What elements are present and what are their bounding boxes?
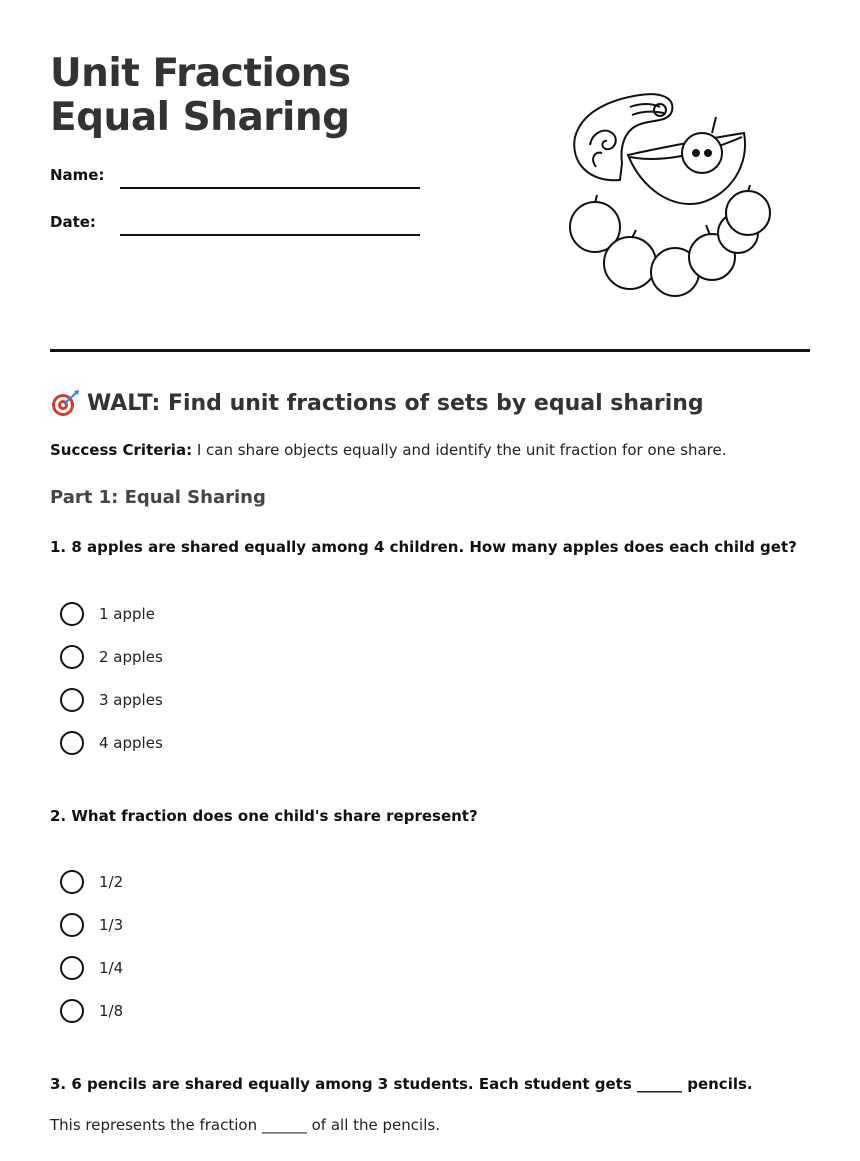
option-label: 1 apple [99, 604, 155, 623]
option-label: 1/4 [99, 958, 124, 977]
question-1-options [60, 592, 163, 764]
date-label: Date: [50, 213, 96, 231]
q1-option-1[interactable] [60, 592, 163, 635]
question-3-followup: This represents the fraction ______ of all the pencils. [50, 1116, 440, 1134]
q2-option-2[interactable] [60, 903, 123, 946]
part-1-heading: Part 1: Equal Sharing [50, 487, 266, 508]
radio-button[interactable] [60, 645, 84, 669]
date-field[interactable] [120, 234, 420, 236]
q2-option-4[interactable] [60, 989, 123, 1032]
radio-button[interactable] [60, 913, 84, 937]
success-criteria-text: I can share objects equally and identify the unit fraction for one share. [192, 441, 727, 459]
success-criteria [50, 441, 726, 459]
option-label: 1/3 [99, 915, 124, 934]
fruit-bowl-illustration [560, 85, 785, 310]
radio-button[interactable] [60, 731, 84, 755]
q1-option-2[interactable] [60, 635, 163, 678]
page-title: Unit Fractions Equal Sharing [50, 51, 351, 140]
name-field[interactable] [120, 187, 420, 189]
success-criteria-label: Success Criteria: [50, 441, 193, 459]
option-label: 1/8 [99, 1001, 124, 1020]
radio-button[interactable] [60, 999, 84, 1023]
question-2-options [60, 860, 123, 1032]
radio-button[interactable] [60, 688, 84, 712]
option-label: 3 apples [99, 690, 163, 709]
option-label: 1/2 [99, 872, 124, 891]
section-divider [50, 349, 810, 352]
name-label: Name: [50, 166, 105, 184]
radio-button[interactable] [60, 956, 84, 980]
walt-text: WALT: Find unit fractions of sets by equal sharing [87, 390, 704, 416]
target-dart-icon [50, 388, 80, 418]
q1-option-3[interactable] [60, 678, 163, 721]
question-1: 1. 8 apples are shared equally among 4 children. How many apples does each child get? [50, 538, 797, 556]
option-label: 4 apples [99, 733, 163, 752]
option-label: 2 apples [99, 647, 163, 666]
question-2: 2. What fraction does one child's share represent? [50, 807, 478, 825]
walt-heading [50, 388, 704, 418]
radio-button[interactable] [60, 602, 84, 626]
q2-option-3[interactable] [60, 946, 123, 989]
question-3: 3. 6 pencils are shared equally among 3 students. Each student gets ______ pencils. [50, 1075, 753, 1093]
radio-button[interactable] [60, 870, 84, 894]
q1-option-4[interactable] [60, 721, 163, 764]
q2-option-1[interactable] [60, 860, 123, 903]
